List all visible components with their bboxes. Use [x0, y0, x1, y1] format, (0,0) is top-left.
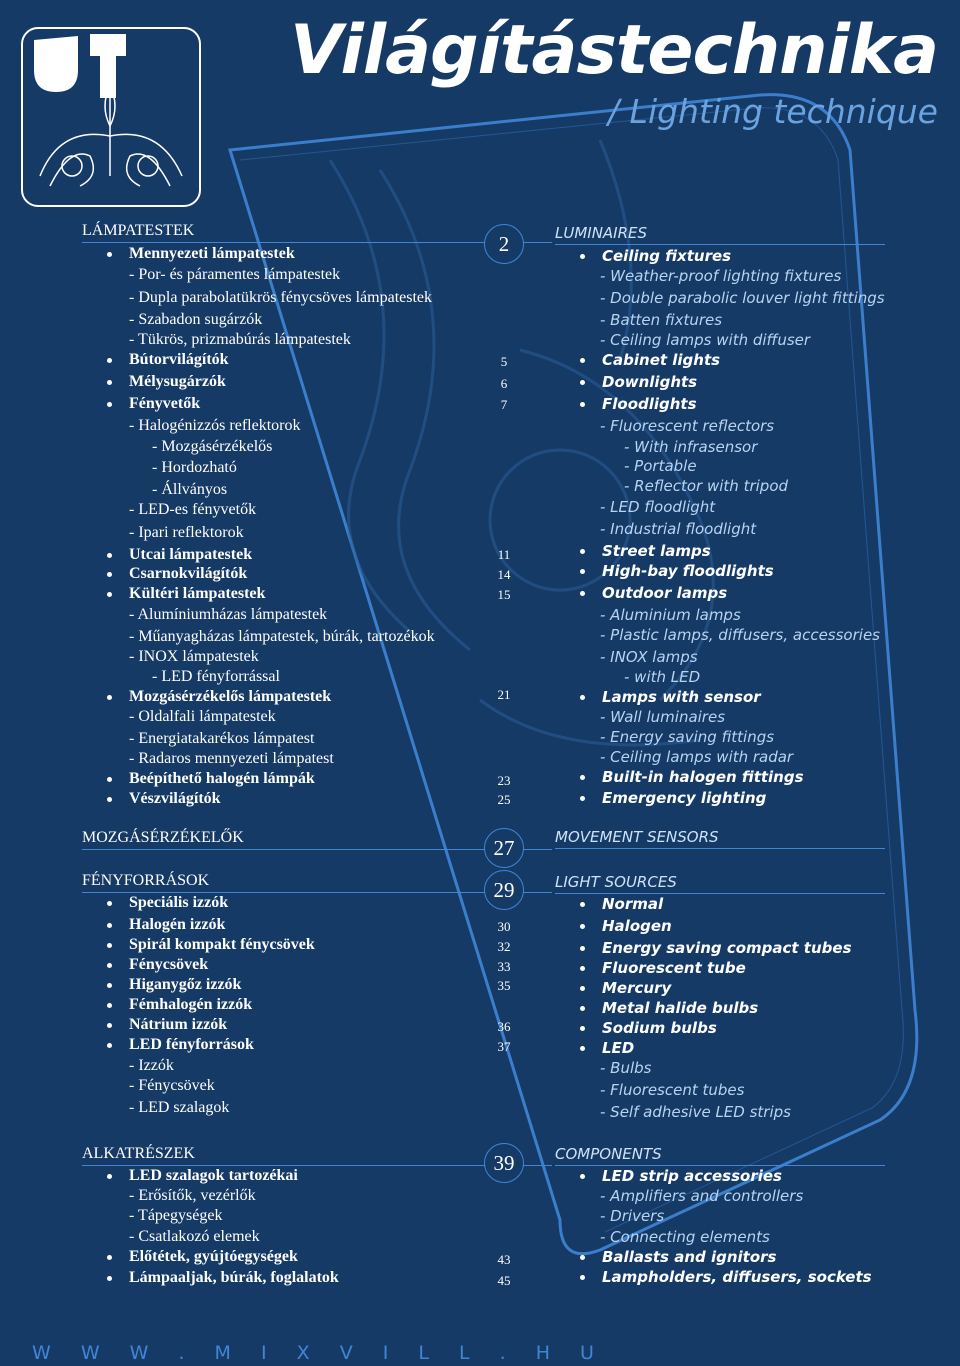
list-item-hu: LED fényforrások	[129, 1036, 254, 1053]
list-subitem-en: - Double parabolic louver light fittings	[600, 289, 885, 307]
section-heading-luminaires-hu: LÁMPATESTEK	[82, 221, 552, 243]
page-subtitle: / Lighting technique	[607, 92, 938, 131]
page-number-circle: 29	[484, 870, 524, 910]
list-item-hu: Fényvetők	[129, 395, 201, 412]
section-heading-lightsources-en: LIGHT SOURCES	[555, 872, 885, 894]
list-item-hu: Fénycsövek	[129, 956, 209, 973]
list-subitem-en: - Bulbs	[600, 1059, 652, 1077]
list-item-en: Street lamps	[602, 542, 711, 560]
list-item-en: Fluorescent tube	[602, 959, 746, 977]
page-number: 5	[500, 354, 508, 369]
list-subitem-en: - Connecting elements	[600, 1228, 770, 1246]
page-number: 36	[497, 1019, 511, 1034]
list-subitem-hu: - Oldalfali lámpatestek	[129, 708, 276, 725]
list-subitem-hu: - INOX lámpatestek	[129, 648, 259, 665]
list-item-en: Sodium bulbs	[602, 1019, 717, 1037]
company-logo	[20, 26, 202, 208]
list-subitem-en: - Drivers	[600, 1207, 665, 1225]
page-number: 25	[497, 792, 511, 807]
list-item-hu: Nátrium izzók	[129, 1016, 228, 1033]
list-item-en: Emergency lighting	[602, 789, 767, 807]
page-number: 32	[497, 939, 511, 954]
list-subitem-en: - Ceiling lamps with diffuser	[600, 331, 811, 349]
page-number: 33	[497, 959, 511, 974]
list-item-hu: Speciális izzók	[129, 894, 229, 911]
list-subitem-en: - Portable	[624, 457, 697, 475]
page-number: 7	[500, 397, 508, 412]
list-subitem-hu: - Izzók	[129, 1057, 174, 1074]
section-heading-luminaires-en: LUMINAIRES	[555, 223, 885, 245]
list-item-en: High-bay floodlights	[602, 562, 774, 580]
list-subitem-en: - Ceiling lamps with radar	[600, 748, 794, 766]
website-url: W W W . M I X V I L L . H U	[32, 1342, 606, 1364]
section-heading-components-hu: ALKATRÉSZEK	[82, 1144, 552, 1166]
page-number-circle: 39	[484, 1143, 524, 1183]
list-subitem-en: - Self adhesive LED strips	[600, 1103, 791, 1121]
page-number: 45	[497, 1273, 511, 1288]
list-subitem-en: - LED floodlight	[600, 498, 716, 516]
list-subitem-hu: - Radaros mennyezeti lámpatest	[129, 750, 334, 767]
list-subitem-hu: - Fénycsövek	[129, 1077, 215, 1094]
page-title: Világítástechnika	[290, 11, 938, 90]
list-subitem-hu: - Tápegységek	[129, 1207, 223, 1224]
list-item-hu: Higanygőz izzók	[129, 976, 242, 993]
list-subitem-hu: - Műanyagházas lámpatestek, búrák, tartozékok	[129, 628, 435, 645]
list-item-en: Floodlights	[602, 395, 697, 413]
list-item-en: LED strip accessories	[602, 1167, 782, 1185]
page-number: 35	[497, 978, 511, 993]
list-item-en: LED	[602, 1039, 635, 1057]
page-number-circle: 2	[484, 224, 524, 264]
list-item-en: Ceiling fixtures	[602, 247, 732, 265]
section-heading-sensors-hu: MOZGÁSÉRZÉKELŐK	[82, 828, 552, 850]
page-number: 6	[500, 376, 508, 391]
list-item-hu: Fémhalogén izzók	[129, 996, 253, 1013]
list-item-hu: Utcai lámpatestek	[129, 546, 253, 563]
list-subitem-en: - with LED	[624, 668, 701, 686]
list-item-en: Energy saving compact tubes	[602, 939, 852, 957]
list-item-hu: Vészvilágítók	[129, 790, 221, 807]
page-number: 21	[497, 687, 511, 702]
list-item-en: Cabinet lights	[602, 351, 721, 369]
list-subitem-hu: - Szabadon sugárzók	[129, 311, 263, 328]
list-subitem-en: - With infrasensor	[624, 438, 758, 456]
list-item-hu: Bútorvilágítók	[129, 351, 229, 368]
list-item-en: Lamps with sensor	[602, 688, 761, 706]
page-number: 11	[497, 547, 511, 562]
list-subitem-hu: - Dupla parabolatükrös fénycsöves lámpatestek	[129, 289, 433, 306]
list-item-hu: Előtétek, gyújtóegységek	[129, 1248, 298, 1265]
list-subitem-hu: - Állványos	[152, 481, 228, 498]
list-subitem-hu: - Tükrös, prizmabúrás lámpatestek	[129, 331, 351, 348]
list-subitem-en: - Industrial floodlight	[600, 520, 757, 538]
list-subitem-hu: - Erősítők, vezérlők	[129, 1187, 256, 1204]
list-item-en: Normal	[602, 895, 664, 913]
section-heading-sensors-en: MOVEMENT SENSORS	[555, 827, 885, 849]
list-item-hu: Lámpaaljak, búrák, foglalatok	[129, 1269, 339, 1286]
list-subitem-hu: - Ipari reflektorok	[129, 524, 244, 541]
list-subitem-hu: - Halogénizzós reflektorok	[129, 417, 301, 434]
list-subitem-hu: - Energiatakarékos lámpatest	[129, 730, 315, 747]
list-subitem-en: - Weather-proof lighting fixtures	[600, 267, 842, 285]
list-item-hu: Mozgásérzékelős lámpatestek	[129, 688, 332, 705]
page-number: 23	[497, 773, 511, 788]
list-subitem-en: - Fluorescent tubes	[600, 1081, 745, 1099]
section-heading-lightsources-hu: FÉNYFORRÁSOK	[82, 871, 552, 893]
list-item-en: Downlights	[602, 373, 698, 391]
page-number: 30	[497, 919, 511, 934]
page-number: 37	[497, 1039, 511, 1054]
list-subitem-en: - Fluorescent reflectors	[600, 417, 775, 435]
list-item-hu: Mélysugárzók	[129, 373, 226, 390]
list-item-en: Ballasts and ignitors	[602, 1248, 777, 1266]
list-item-en: Mercury	[602, 979, 672, 997]
list-item-hu: Spirál kompakt fénycsövek	[129, 936, 315, 953]
list-item-hu: Csarnokvilágítók	[129, 565, 248, 582]
list-item-hu: Halogén izzók	[129, 916, 226, 933]
section-heading-components-en: COMPONENTS	[555, 1144, 885, 1166]
list-item-en: Built-in halogen fittings	[602, 768, 804, 786]
list-item-en: Halogen	[602, 917, 672, 935]
page-number-circle: 27	[484, 828, 524, 868]
list-subitem-en: - Reflector with tripod	[624, 477, 789, 495]
list-subitem-hu: - Alumíniumházas lámpatestek	[129, 606, 328, 623]
page-number: 15	[497, 587, 511, 602]
list-subitem-en: - Plastic lamps, diffusers, accessories	[600, 626, 880, 644]
list-item-hu: LED szalagok tartozékai	[129, 1167, 298, 1184]
list-item-hu: Beépíthető halogén lámpák	[129, 770, 315, 787]
list-subitem-hu: - Hordozható	[152, 459, 237, 476]
list-subitem-hu: - Por- és páramentes lámpatestek	[129, 266, 341, 283]
list-subitem-en: - Aluminium lamps	[600, 606, 741, 624]
page-number: 43	[497, 1252, 511, 1267]
list-subitem-en: - INOX lamps	[600, 648, 698, 666]
list-item-en: Outdoor lamps	[602, 584, 728, 602]
list-item-hu: Mennyezeti lámpatestek	[129, 245, 295, 262]
list-item-hu: Kültéri lámpatestek	[129, 585, 266, 602]
list-subitem-hu: - LED fényforrással	[152, 668, 280, 685]
list-subitem-hu: - LED-es fényvetők	[129, 501, 257, 518]
list-subitem-en: - Energy saving fittings	[600, 728, 775, 746]
list-subitem-hu: - LED szalagok	[129, 1099, 230, 1116]
list-subitem-hu: - Mozgásérzékelős	[152, 438, 273, 455]
list-item-en: Lampholders, diffusers, sockets	[602, 1268, 872, 1286]
list-subitem-en: - Wall luminaires	[600, 708, 726, 726]
list-subitem-en: - Batten fixtures	[600, 311, 723, 329]
list-subitem-hu: - Csatlakozó elemek	[129, 1228, 260, 1245]
list-subitem-en: - Amplifiers and controllers	[600, 1187, 804, 1205]
list-item-en: Metal halide bulbs	[602, 999, 759, 1017]
page-number: 14	[497, 567, 511, 582]
